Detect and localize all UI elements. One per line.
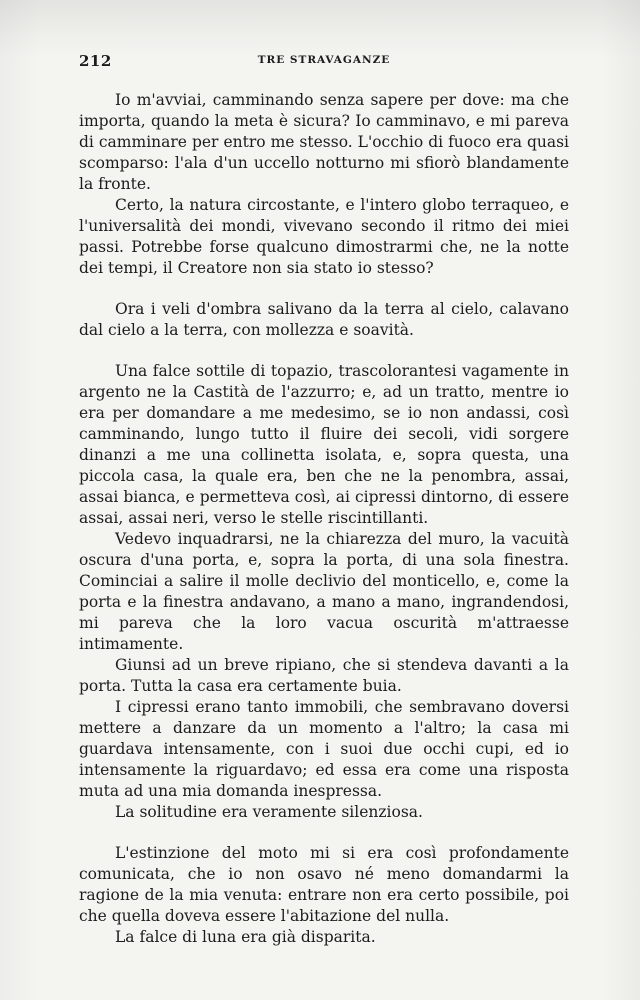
paragraph: I cipressi erano tanto immobili, che sembravano doversi mettere a danzare da un momento a l'altro; la casa mi guardava intensamente, con i suoi due occhi cupi, ed io intensamente la riguardavo; ed essa era come una risposta muta ad una mia domanda inespressa.	[79, 698, 569, 800]
paragraph: L'estinzione del moto mi si era così profondamente comunicata, che io non osavo né meno domandarmi la ragione de la mia venuta: entrare non era certo possibile, poi che quella doveva essere l'abitazione del nulla.	[79, 844, 569, 925]
page-header	[79, 52, 569, 70]
section-break	[79, 279, 569, 299]
paragraph: Giunsi ad un breve ripiano, che si stendeva davanti a la porta. Tutta la casa era certamente buia.	[79, 656, 569, 695]
paragraph: Certo, la natura circostante, e l'intero globo terraqueo, e l'universalità dei mondi, vivevano secondo il ritmo dei miei passi. Potrebbe forse qualcuno dimostrarmi che, ne la notte dei tempi, il Creatore non sia stato io stesso?	[79, 196, 569, 277]
section-break	[79, 823, 569, 843]
paragraph: Io m'avviai, camminando senza sapere per dove: ma che importa, quando la meta è sicura? Io camminavo, e mi pareva di camminare per entro me stesso. L'occhio di fuoco era quasi scomparso: l'ala d'un uccello notturno mi sfiorò blandamente la fronte.	[79, 91, 569, 193]
section-break	[79, 341, 569, 361]
paragraph: Ora i veli d'ombra salivano da la terra al cielo, calavano dal cielo a la terra, con mollezza e soavità.	[79, 300, 569, 339]
paragraph: La falce di luna era già disparita.	[115, 928, 376, 946]
running-title: TRE STRAVAGANZE	[257, 54, 391, 66]
body-text	[79, 90, 569, 948]
paragraph: La solitudine era veramente silenziosa.	[115, 803, 423, 821]
paragraph: Una falce sottile di topazio, trascolorantesi vagamente in argento ne la Castità de l'azzurro; e, ad un tratto, mentre io era per domandare a me medesimo, se io non andassi, così camminando, lungo tutto il fluire dei secoli, vidi sorgere dinanzi a me una collinetta isolata, e, sopra questa, una piccola casa, la quale era, ben che ne la penombra, assai, assai bianca, e permetteva così, ai cipressi dintorno, di essere assai, assai neri, verso le stelle riscintillanti.	[79, 362, 569, 527]
page-number: 212	[79, 52, 112, 70]
paragraph: Vedevo inquadrarsi, ne la chiarezza del muro, la vacuità oscura d'una porta, e, sopra la porta, di una sola finestra. Cominciai a salire il molle declivio del monticello, e, come la porta e la finestra andavano, a mano a mano, ingrandendosi, mi pareva che la loro vacua oscurità m'attraesse intimamente.	[79, 530, 569, 653]
